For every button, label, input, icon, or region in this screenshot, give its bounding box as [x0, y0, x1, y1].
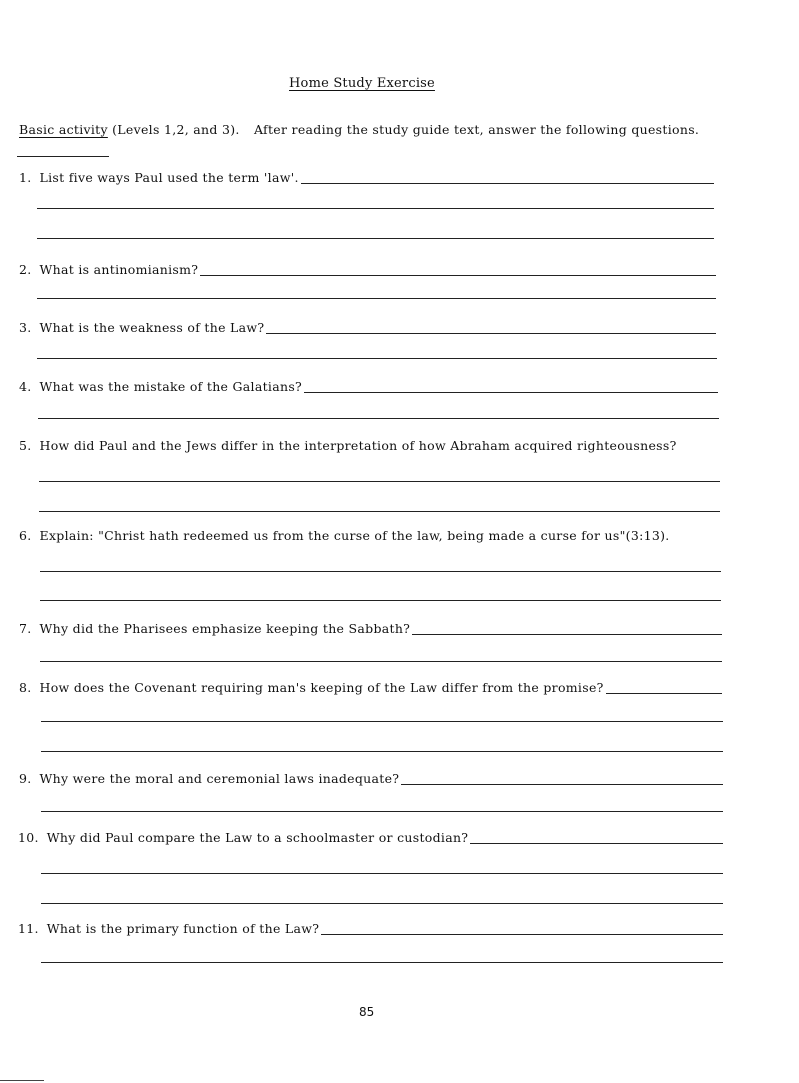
answer-line[interactable]: [41, 721, 723, 722]
instructions: [19, 120, 719, 140]
question-text: What is the primary function of the Law?: [46, 921, 320, 936]
answer-field[interactable]: [321, 934, 723, 935]
answer-field[interactable]: [200, 275, 716, 276]
answer-line[interactable]: [37, 238, 714, 239]
answer-line[interactable]: [39, 511, 720, 512]
question-2: [19, 262, 716, 277]
question-5: [19, 438, 677, 453]
question-number: 5.: [19, 438, 32, 453]
answer-field[interactable]: [304, 392, 718, 393]
question-number: 7.: [19, 621, 32, 636]
activity-label: Basic activity: [19, 122, 108, 137]
question-9: [19, 771, 723, 786]
question-8: [19, 680, 722, 695]
answer-field[interactable]: [266, 333, 716, 334]
answer-line[interactable]: [37, 358, 717, 359]
activity-instruction: After reading the study guide text, answer the following questions.: [253, 122, 700, 137]
question-10: [18, 830, 723, 845]
question-number: 3.: [19, 320, 32, 335]
page-title: Home Study Exercise: [289, 76, 435, 91]
question-text: How did Paul and the Jews differ in the interpretation of how Abraham acquired righteousness?: [39, 438, 677, 453]
answer-line[interactable]: [41, 903, 723, 904]
intro-divider: [17, 156, 109, 157]
question-text: How does the Covenant requiring man's keeping of the Law differ from the promise?: [39, 680, 604, 695]
question-number: 9.: [19, 771, 32, 786]
question-text: Why were the moral and ceremonial laws inadequate?: [39, 771, 400, 786]
answer-line[interactable]: [40, 571, 721, 572]
activity-levels: (Levels 1,2, and 3).: [112, 122, 240, 137]
answer-field[interactable]: [401, 784, 723, 785]
question-7: [19, 621, 722, 636]
question-text: Why did the Pharisees emphasize keeping the Sabbath?: [39, 621, 411, 636]
question-text: List five ways Paul used the term 'law'.: [39, 170, 299, 185]
answer-line[interactable]: [38, 418, 719, 419]
answer-line[interactable]: [41, 811, 723, 812]
question-1: [19, 170, 714, 185]
answer-field[interactable]: [606, 693, 722, 694]
answer-line[interactable]: [40, 661, 722, 662]
page-number: 85: [359, 1005, 375, 1019]
question-number: 10.: [18, 830, 39, 845]
answer-line[interactable]: [37, 298, 716, 299]
question-number: 2.: [19, 262, 32, 277]
answer-line[interactable]: [41, 751, 723, 752]
answer-field[interactable]: [301, 183, 714, 184]
question-4: [19, 379, 718, 394]
answer-line[interactable]: [40, 600, 721, 601]
answer-line[interactable]: [37, 208, 714, 209]
question-number: 11.: [18, 921, 39, 936]
answer-line[interactable]: [41, 873, 723, 874]
question-3: [19, 320, 716, 335]
question-text: Explain: "Christ hath redeemed us from the curse of the law, being made a curse for us"(3:13).: [39, 528, 670, 543]
question-number: 1.: [19, 170, 32, 185]
question-number: 4.: [19, 379, 32, 394]
question-text: What is antinomianism?: [39, 262, 199, 277]
answer-line[interactable]: [39, 481, 720, 482]
question-number: 8.: [19, 680, 32, 695]
answer-field[interactable]: [412, 634, 722, 635]
question-6: [19, 528, 670, 543]
question-11: [18, 921, 723, 936]
answer-line[interactable]: [41, 962, 723, 963]
question-text: What was the mistake of the Galatians?: [39, 379, 303, 394]
answer-field[interactable]: [470, 843, 723, 844]
question-text: Why did Paul compare the Law to a schoolmaster or custodian?: [46, 830, 469, 845]
scan-edge-mark: [0, 1080, 44, 1081]
question-text: What is the weakness of the Law?: [39, 320, 265, 335]
question-number: 6.: [19, 528, 32, 543]
